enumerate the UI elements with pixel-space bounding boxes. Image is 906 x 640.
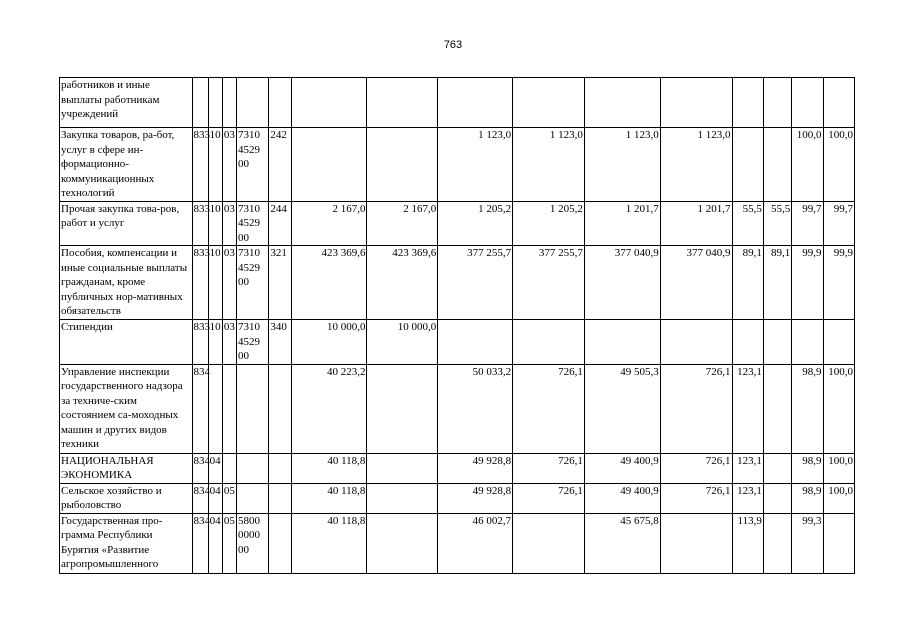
code-cell: 03	[222, 246, 236, 320]
code-cell	[222, 78, 236, 128]
value-cell: 40 118,8	[291, 453, 367, 483]
code-cell	[236, 453, 268, 483]
value-cell	[763, 320, 791, 365]
value-cell: 1 201,7	[584, 201, 660, 246]
value-cell	[291, 78, 367, 128]
value-cell: 10 000,0	[367, 320, 438, 365]
code-cell	[222, 453, 236, 483]
value-cell: 726,1	[513, 364, 585, 453]
value-cell: 98,9	[792, 453, 823, 483]
code-cell: 833	[192, 201, 208, 246]
code-cell: 5800 0000 00	[236, 513, 268, 573]
code-cell: 833	[192, 128, 208, 202]
value-cell: 49 400,9	[584, 453, 660, 483]
value-cell	[367, 483, 438, 513]
value-cell: 55,5	[763, 201, 791, 246]
value-cell: 40 223,2	[291, 364, 367, 453]
code-cell: 7310 4529 00	[236, 320, 268, 365]
value-cell: 1 123,0	[438, 128, 513, 202]
code-cell	[269, 453, 291, 483]
value-cell	[763, 128, 791, 202]
code-cell: 834	[192, 513, 208, 573]
row-name-cell: работников и иные выплаты работникам учреждений	[60, 78, 193, 128]
value-cell: 40 118,8	[291, 513, 367, 573]
value-cell	[660, 320, 732, 365]
code-cell: 833	[192, 246, 208, 320]
value-cell	[438, 320, 513, 365]
value-cell: 726,1	[660, 453, 732, 483]
value-cell	[367, 513, 438, 573]
row-name-cell: Прочая закупка това-ров, работ и услуг	[60, 201, 193, 246]
value-cell: 100,0	[823, 128, 854, 202]
table-row	[60, 201, 855, 246]
value-cell	[763, 513, 791, 573]
code-cell: 03	[222, 201, 236, 246]
value-cell: 98,9	[792, 364, 823, 453]
value-cell: 1 123,0	[584, 128, 660, 202]
value-cell: 99,9	[823, 246, 854, 320]
value-cell	[660, 513, 732, 573]
code-cell	[269, 483, 291, 513]
value-cell: 726,1	[660, 483, 732, 513]
value-cell: 2 167,0	[291, 201, 367, 246]
code-cell: 834	[192, 364, 208, 453]
value-cell	[367, 78, 438, 128]
value-cell: 377 040,9	[660, 246, 732, 320]
row-name-cell: Сельское хозяйство и рыболовство	[60, 483, 193, 513]
code-cell: 834	[192, 453, 208, 483]
code-cell: 244	[269, 201, 291, 246]
value-cell: 423 369,6	[367, 246, 438, 320]
code-cell: 04	[208, 483, 222, 513]
code-cell	[208, 78, 222, 128]
value-cell	[513, 513, 585, 573]
value-cell: 1 123,0	[660, 128, 732, 202]
value-cell	[584, 78, 660, 128]
value-cell: 49 505,3	[584, 364, 660, 453]
value-cell: 113,9	[732, 513, 763, 573]
value-cell: 1 205,2	[438, 201, 513, 246]
value-cell: 2 167,0	[367, 201, 438, 246]
code-cell: 7310 4529 00	[236, 201, 268, 246]
value-cell: 10 000,0	[291, 320, 367, 365]
row-name-cell: НАЦИОНАЛЬНАЯ ЭКОНОМИКА	[60, 453, 193, 483]
value-cell	[291, 128, 367, 202]
value-cell: 377 040,9	[584, 246, 660, 320]
value-cell: 99,7	[823, 201, 854, 246]
code-cell: 10	[208, 246, 222, 320]
value-cell: 40 118,8	[291, 483, 367, 513]
code-cell: 321	[269, 246, 291, 320]
value-cell	[792, 320, 823, 365]
code-cell: 340	[269, 320, 291, 365]
row-name-cell: Закупка товаров, ра-бот, услуг в сфере ин-формационно-коммуникационных технологий	[60, 128, 193, 202]
code-cell	[236, 78, 268, 128]
value-cell: 123,1	[732, 364, 763, 453]
value-cell	[763, 364, 791, 453]
code-cell	[222, 364, 236, 453]
budget-table	[59, 77, 855, 574]
table-row	[60, 483, 855, 513]
value-cell	[763, 78, 791, 128]
value-cell	[823, 320, 854, 365]
code-cell: 833	[192, 320, 208, 365]
value-cell: 50 033,2	[438, 364, 513, 453]
row-name-cell: Стипендии	[60, 320, 193, 365]
page-number: 763	[443, 39, 463, 51]
row-name-cell: Государственная про-грамма Республики Бурятия «Развитие агропромышленного	[60, 513, 193, 573]
code-cell: 7310 4529 00	[236, 128, 268, 202]
value-cell: 1 123,0	[513, 128, 585, 202]
code-cell: 10	[208, 320, 222, 365]
value-cell: 123,1	[732, 483, 763, 513]
value-cell	[367, 453, 438, 483]
row-name-cell: Пособия, компенсации и иные социальные выплаты гражданам, кроме публичных нор-мативных обязательств	[60, 246, 193, 320]
value-cell	[823, 513, 854, 573]
table-row	[60, 453, 855, 483]
value-cell: 100,0	[823, 453, 854, 483]
table-row	[60, 128, 855, 202]
value-cell: 123,1	[732, 453, 763, 483]
value-cell	[732, 78, 763, 128]
value-cell: 100,0	[792, 128, 823, 202]
value-cell	[438, 78, 513, 128]
code-cell: 10	[208, 201, 222, 246]
value-cell	[513, 78, 585, 128]
value-cell: 49 928,8	[438, 453, 513, 483]
value-cell	[792, 78, 823, 128]
value-cell	[513, 320, 585, 365]
code-cell: 05	[222, 513, 236, 573]
code-cell: 03	[222, 320, 236, 365]
value-cell	[367, 128, 438, 202]
value-cell: 45 675,8	[584, 513, 660, 573]
value-cell	[367, 364, 438, 453]
value-cell: 100,0	[823, 364, 854, 453]
value-cell	[763, 483, 791, 513]
value-cell: 99,7	[792, 201, 823, 246]
value-cell: 1 201,7	[660, 201, 732, 246]
value-cell: 89,1	[763, 246, 791, 320]
value-cell: 377 255,7	[513, 246, 585, 320]
value-cell	[823, 78, 854, 128]
value-cell: 46 002,7	[438, 513, 513, 573]
table-row	[60, 246, 855, 320]
value-cell: 377 255,7	[438, 246, 513, 320]
row-name-cell: Управление инспекции государственного надзора за техниче-ским состоянием са-моходных машин и других видов техники	[60, 364, 193, 453]
table-row	[60, 513, 855, 573]
value-cell: 55,5	[732, 201, 763, 246]
value-cell: 99,9	[792, 246, 823, 320]
code-cell: 10	[208, 128, 222, 202]
value-cell: 49 928,8	[438, 483, 513, 513]
code-cell: 04	[208, 513, 222, 573]
code-cell: 834	[192, 483, 208, 513]
code-cell: 04	[208, 453, 222, 483]
code-cell	[269, 513, 291, 573]
code-cell	[192, 78, 208, 128]
value-cell: 726,1	[513, 453, 585, 483]
value-cell	[732, 128, 763, 202]
code-cell: 242	[269, 128, 291, 202]
value-cell	[660, 78, 732, 128]
value-cell: 726,1	[513, 483, 585, 513]
code-cell: 7310 4529 00	[236, 246, 268, 320]
code-cell	[208, 364, 222, 453]
value-cell: 49 400,9	[584, 483, 660, 513]
value-cell: 100,0	[823, 483, 854, 513]
code-cell	[236, 483, 268, 513]
code-cell	[269, 78, 291, 128]
value-cell: 89,1	[732, 246, 763, 320]
table-row	[60, 320, 855, 365]
code-cell: 05	[222, 483, 236, 513]
value-cell	[732, 320, 763, 365]
table-row	[60, 78, 855, 128]
value-cell: 99,3	[792, 513, 823, 573]
table-row	[60, 364, 855, 453]
code-cell	[236, 364, 268, 453]
value-cell	[584, 320, 660, 365]
value-cell: 98,9	[792, 483, 823, 513]
value-cell: 1 205,2	[513, 201, 585, 246]
value-cell: 423 369,6	[291, 246, 367, 320]
value-cell	[763, 453, 791, 483]
code-cell: 03	[222, 128, 236, 202]
code-cell	[269, 364, 291, 453]
value-cell: 726,1	[660, 364, 732, 453]
